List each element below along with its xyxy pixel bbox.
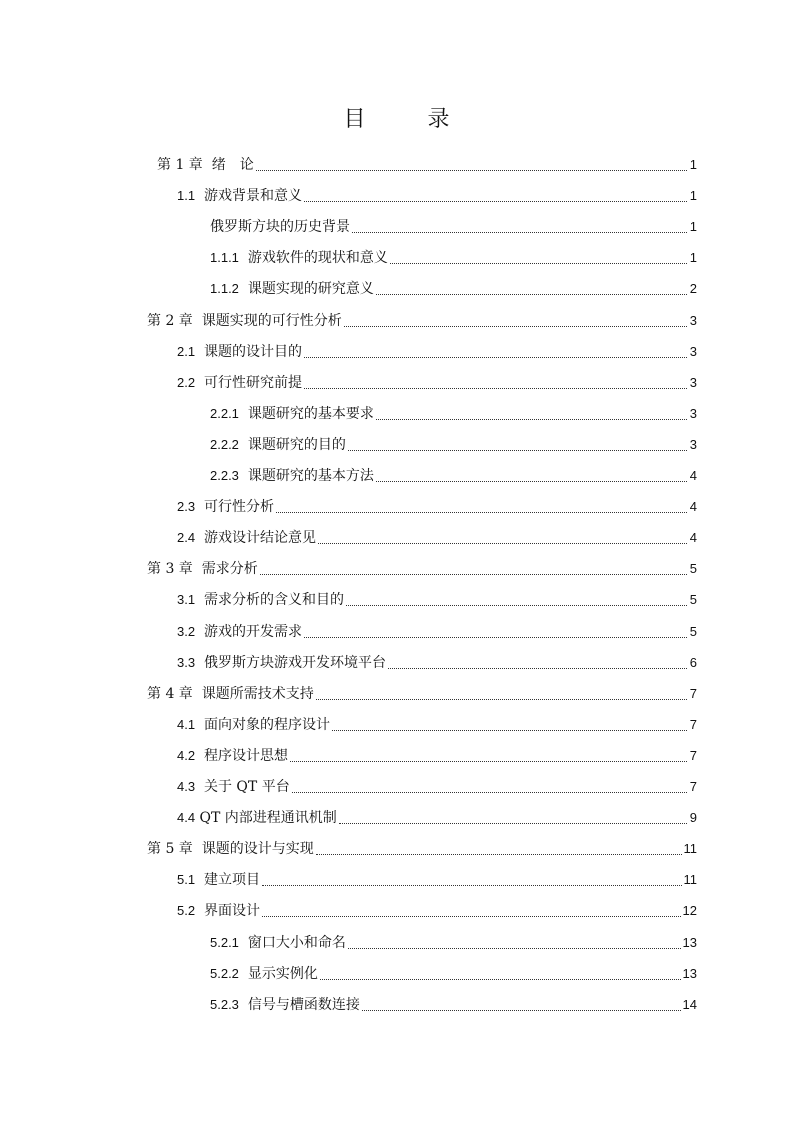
toc-entry[interactable]	[210, 395, 697, 423]
dot-leader	[304, 200, 687, 202]
toc-entry-page-number: 5	[689, 561, 697, 577]
toc-entry-page-number: 1	[689, 219, 697, 235]
dot-leader	[318, 542, 687, 544]
toc-entry-page-number: 7	[689, 716, 697, 732]
toc-entry-text: 游戏的开发需求	[203, 623, 302, 640]
toc-entry-text: 建立项目	[203, 872, 260, 889]
toc-entry-number: 4.3	[177, 779, 196, 794]
dot-leader	[304, 356, 687, 358]
toc-entry[interactable]	[147, 302, 697, 330]
toc-entry-label	[210, 249, 388, 267]
dot-leader	[304, 636, 687, 638]
toc-entry-page-number: 4	[689, 530, 697, 546]
toc-entry-text: 面向对象的程序设计	[203, 716, 330, 733]
toc-entry[interactable]	[177, 519, 697, 547]
dot-leader	[260, 573, 687, 575]
toc-entry-text: 课题研究的基本要求	[247, 405, 374, 422]
toc-entry-page-number: 4	[689, 468, 697, 483]
toc-entry-number: 3.3	[177, 654, 196, 670]
toc-entry-text: 可行性研究前提	[203, 374, 302, 391]
toc-entry[interactable]	[177, 706, 697, 734]
toc-entry-page-number: 11	[683, 872, 697, 888]
toc-entry-label	[210, 965, 318, 983]
toc-entry-label	[177, 529, 316, 547]
toc-entry-page-number: 7	[689, 747, 697, 763]
toc-entry[interactable]	[177, 737, 697, 765]
toc-entry-label	[210, 934, 346, 952]
toc-entry[interactable]	[177, 892, 697, 920]
toc-entry-page-number: 7	[689, 685, 697, 701]
toc-entry-label	[177, 623, 302, 641]
toc-entry-text: 俄罗斯方块的历史背景	[210, 219, 350, 236]
dot-leader	[344, 325, 687, 327]
dot-leader	[352, 231, 687, 233]
toc-entry[interactable]	[177, 581, 697, 609]
dot-leader	[316, 853, 682, 855]
toc-entry-page-number: 5	[689, 592, 697, 608]
toc-entry[interactable]	[147, 550, 697, 578]
toc-entry[interactable]	[147, 830, 697, 858]
toc-entry-page-number: 14	[682, 996, 697, 1012]
toc-entry-number: 2.3	[177, 499, 196, 515]
toc-entry-text: 信号与槽函数连接	[247, 996, 360, 1013]
toc-entry[interactable]	[157, 146, 697, 174]
toc-entry[interactable]	[210, 986, 697, 1014]
toc-entry[interactable]	[177, 488, 697, 516]
toc-entry-number: 第 4 章	[147, 685, 193, 702]
toc-entry-text: 游戏软件的现状和意义	[247, 250, 388, 267]
toc-entry-text: 需求分析的含义和目的	[203, 592, 344, 609]
toc-entry[interactable]	[210, 924, 697, 952]
toc-entry-page-number: 3	[689, 374, 697, 390]
dot-leader	[320, 978, 681, 980]
toc-entry-number: 1.1.1	[210, 250, 239, 266]
toc-entry-number: 3.2	[177, 623, 196, 639]
toc-entry[interactable]	[177, 613, 697, 641]
toc-entry[interactable]	[210, 457, 697, 485]
toc-entry-text: 课题的设计目的	[203, 343, 302, 360]
toc-entry-text: 课题所需技术支持	[201, 685, 314, 702]
dot-leader	[256, 169, 687, 171]
toc-entry[interactable]	[147, 675, 697, 703]
toc-entry-number: 5.1	[177, 872, 196, 888]
toc-entry-number: 第 2 章	[147, 312, 193, 329]
toc-entry-number: 1.1.2	[210, 281, 239, 297]
dot-leader	[388, 667, 687, 669]
toc-entry-label	[177, 498, 274, 516]
dot-leader	[376, 293, 687, 295]
toc-entry-label	[210, 467, 374, 485]
toc-entry-label	[210, 218, 350, 236]
toc-entry-number: 2.2.3	[210, 468, 239, 483]
toc-entry-text: 俄罗斯方块游戏开发环境平台	[203, 654, 386, 671]
page-title: 目 录	[343, 107, 470, 132]
toc-entry-label	[177, 374, 302, 392]
dot-leader	[346, 604, 687, 606]
toc-entry-page-number: 2	[689, 281, 697, 297]
toc-entry-page-number: 6	[689, 654, 697, 670]
dot-leader	[304, 387, 687, 389]
toc-entry[interactable]	[177, 333, 697, 361]
toc-entry-text: 课题实现的可行性分析	[201, 312, 342, 329]
toc-entry-label	[177, 778, 290, 796]
toc-entry-page-number: 1	[689, 157, 697, 172]
toc-entry-number: 4.2	[177, 747, 196, 763]
toc-entry-label	[147, 840, 314, 858]
toc-entry-number: 第 5 章	[147, 841, 193, 858]
toc-entry-number: 2.2	[177, 374, 196, 390]
toc-entry[interactable]	[177, 799, 697, 827]
dot-leader	[262, 884, 682, 886]
toc-entry-page-number: 11	[683, 841, 697, 857]
toc-entry-page-number: 7	[689, 779, 697, 794]
toc-entry-text: 可行性分析	[203, 499, 274, 516]
toc-entry-text: 需求分析	[201, 561, 258, 578]
toc-entry-number: 2.4	[177, 530, 196, 546]
toc-entry-page-number: 13	[682, 965, 697, 981]
toc-entry-text: 显示实例化	[247, 965, 318, 982]
toc-entry-text: 课题实现的研究意义	[247, 281, 374, 298]
toc-entry-page-number: 1	[689, 188, 697, 204]
toc-entry-number: 4.4	[177, 810, 196, 826]
toc-entry-text: 课题的设计与实现	[201, 841, 314, 858]
toc-entry-label	[210, 436, 346, 454]
dot-leader	[376, 418, 687, 420]
dot-leader	[262, 915, 681, 917]
toc-entry-label	[177, 654, 386, 672]
toc-entry-text: QT 内部进程通讯机制	[199, 810, 337, 827]
toc-entry-page-number: 12	[682, 903, 697, 919]
dot-leader	[316, 698, 687, 700]
dot-leader	[339, 822, 687, 824]
toc-entry-page-number: 5	[689, 623, 697, 639]
toc-entry-label	[177, 871, 260, 889]
toc-entry-label	[210, 405, 374, 423]
dot-leader	[332, 729, 687, 731]
toc-entry-number: 5.2	[177, 903, 196, 919]
toc-entry[interactable]	[177, 768, 697, 796]
toc-entry-text: 游戏设计结论意见	[203, 530, 316, 547]
toc-entry-number: 5.2.3	[210, 996, 239, 1012]
toc-entry-label	[147, 560, 258, 578]
dot-leader	[376, 480, 687, 482]
dot-leader	[292, 791, 687, 793]
toc-entry[interactable]	[210, 955, 697, 983]
toc-entry-label	[177, 343, 302, 361]
toc-entry-page-number: 1	[689, 250, 697, 266]
toc-entry-number: 5.2.2	[210, 965, 239, 981]
toc-entry[interactable]	[177, 177, 697, 205]
toc-entry[interactable]	[177, 861, 697, 889]
toc-entry-label	[147, 685, 314, 703]
dot-leader	[362, 1009, 681, 1011]
toc-entry-page-number: 4	[689, 499, 697, 515]
toc-entry-text: 窗口大小和命名	[247, 934, 346, 951]
toc-entry[interactable]	[177, 364, 697, 392]
dot-leader	[276, 511, 687, 513]
toc-entry-text: 关于 QT 平台	[203, 779, 290, 795]
toc-entry-label	[157, 156, 254, 174]
toc-entry-number: 4.1	[177, 716, 196, 732]
toc-entry-text: 课题研究的基本方法	[247, 468, 374, 484]
toc-entry-number: 3.1	[177, 592, 196, 608]
toc-entry-page-number: 3	[689, 436, 697, 452]
dot-leader	[348, 947, 681, 949]
toc-entry-label	[177, 187, 302, 205]
toc-entry-number: 2.1	[177, 343, 196, 359]
toc-entry-number: 第 3 章	[147, 561, 193, 578]
dot-leader	[348, 449, 687, 451]
toc-entry-text: 程序设计思想	[203, 747, 288, 764]
toc-entry-label	[210, 280, 374, 298]
toc-entry-page-number: 9	[689, 810, 697, 826]
toc-entry-label	[177, 809, 337, 827]
toc-entry-number: 2.2.2	[210, 436, 239, 452]
dot-leader	[290, 760, 687, 762]
toc-entry[interactable]	[210, 270, 697, 298]
toc-entry[interactable]	[210, 239, 697, 267]
toc-entry-text: 界面设计	[203, 903, 260, 920]
toc-entry-label	[147, 312, 342, 330]
toc-entry[interactable]	[210, 208, 697, 236]
toc-entry-number: 2.2.1	[210, 405, 239, 421]
toc-entry-label	[177, 591, 344, 609]
toc-entry-label	[177, 902, 260, 920]
toc-entry-label	[177, 716, 330, 734]
toc-entry[interactable]	[210, 426, 697, 454]
toc-entry-number: 5.2.1	[210, 934, 239, 950]
toc-entry-label	[210, 996, 360, 1014]
toc-entry-number: 第 1 章	[157, 157, 203, 173]
toc-entry-page-number: 13	[682, 934, 697, 950]
toc-entry-text: 游戏背景和意义	[203, 188, 302, 205]
toc-entry-page-number: 3	[689, 405, 697, 421]
toc-entry-text: 绪 论	[211, 157, 254, 173]
toc-entry-text: 课题研究的目的	[247, 436, 346, 453]
toc-entry[interactable]	[177, 644, 697, 672]
toc-entry-page-number: 3	[689, 312, 697, 328]
toc-entry-page-number: 3	[689, 343, 697, 359]
toc-entry-number: 1.1	[177, 188, 196, 204]
toc-entry-label	[177, 747, 288, 765]
dot-leader	[390, 262, 687, 264]
